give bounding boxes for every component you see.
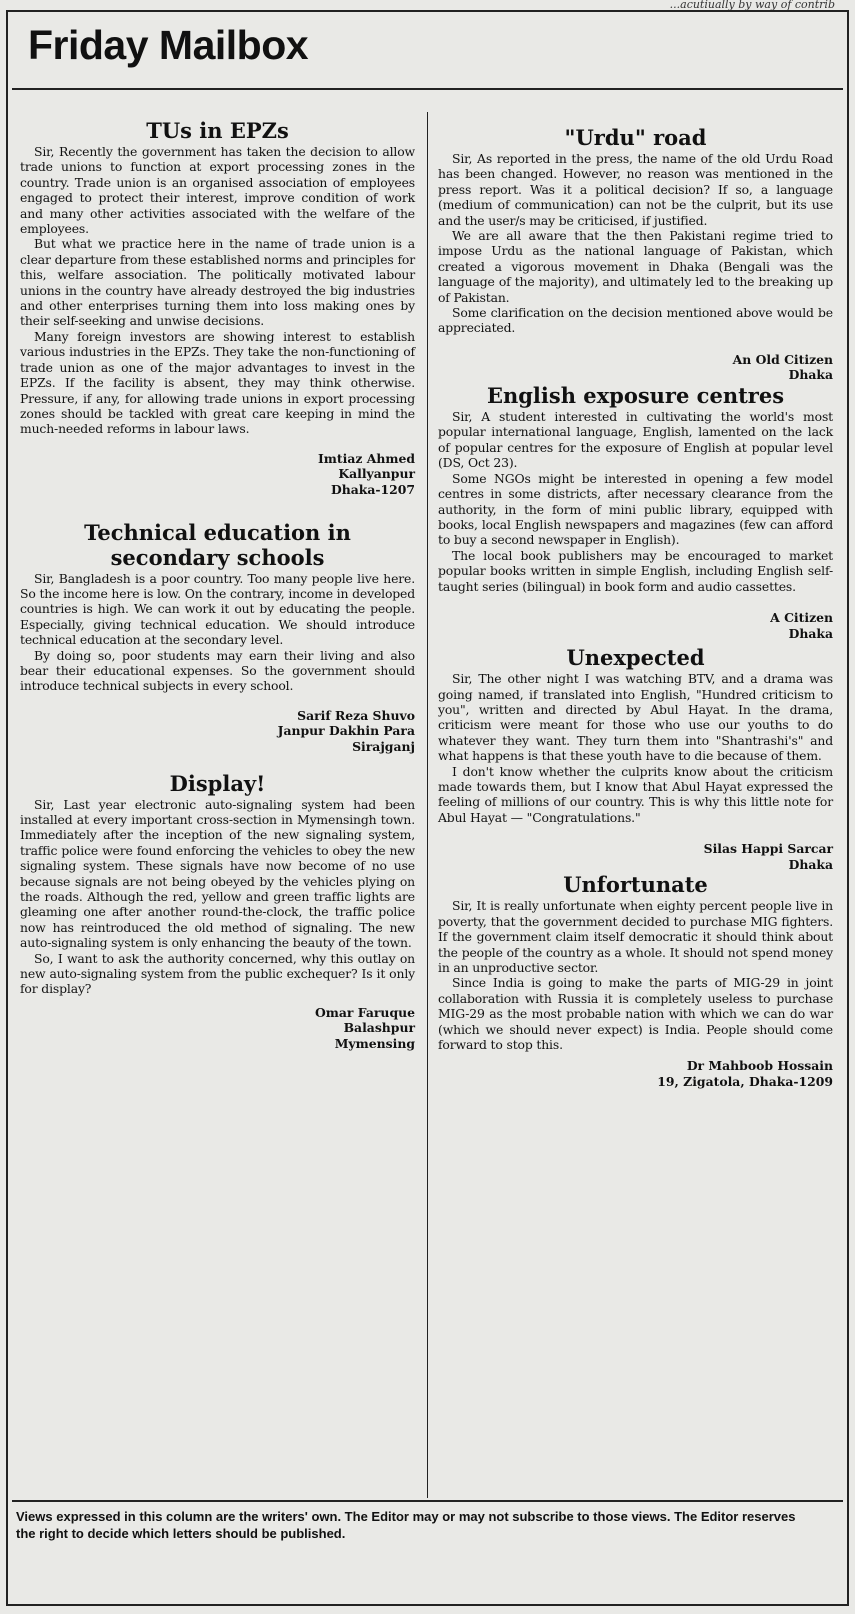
signature-line: Dhaka-1207 [330, 481, 415, 497]
letter-display [20, 771, 415, 1052]
letter-paragraph: Sir, A student interested in cultivating the world's most popular international language, English, lamented on the lack of popular centres for the exposure of English at popular level (DS, Oct 23). [438, 409, 833, 471]
letter-headline: Technical education in secondary schools [84, 519, 351, 570]
signature-name: Silas Happi Sarcar [703, 841, 833, 857]
letter-paragraph: Some clarification on the decision mentioned above would be appreciated. [438, 305, 833, 336]
letter-headline: TUs in EPZs [146, 118, 289, 143]
letter-unexpected [438, 645, 833, 872]
editor-disclaimer: Views expressed in this column are the writers' own. The Editor may or may not subscribe to those views. The Editor reserves the right to decide which letters should be published. [16, 1509, 796, 1541]
letter-paragraph: Sir, As reported in the press, the name of the old Urdu Road has been changed. However, no reason was mentioned in the press report. Was it a political decision? If so, a language (medium of communication) can not be the culprit, but its use and the user/s may be criticised, if justified. [438, 151, 833, 228]
letter-headline: English exposure centres [486, 383, 785, 409]
signature-name: Imtiaz Ahmed [318, 450, 415, 466]
letter-paragraph: Sir, Recently the government has taken the decision to allow trade unions to function at export processing zones in the country. Trade union is an organised association of employees engaged to protect their interest, improve condition of work and many other activities associated with the welfare of the employees. [20, 144, 415, 237]
letter-tus-in-epzs [20, 118, 415, 498]
letter-signature [438, 841, 833, 872]
letter-headline: Unfortunate [563, 872, 708, 898]
letter-paragraph: Sir, It is really unfortunate when eighty percent people live in poverty, that the government decided to purchase MIG fighters. If the government claim itself democratic it should think about the people of the country as a whole. It should not spend money in an unproductive sector. [438, 898, 833, 975]
letter-paragraph: Sir, Bangladesh is a poor country. Too many people live here. So the income here is low. On the contrary, income in developed countries is high. We can work it out by educating the people. Especially, giving technical education. We should introduce technical education at the secondary level. [20, 570, 415, 648]
letter-signature [438, 1058, 833, 1089]
letter-paragraph: Sir, Last year electronic auto-signaling system had been installed at every important cross-section in Mymensingh town. Immediately after the inception of the new signaling system, traffic police were found enforcing the vehicles to obey the new signaling system. These signals have now become of no use because signals are not being obeyed by the vehicles plying on the roads. Although the red, yellow and green traffic lights are gleaming one after another round-the-clock, the traffic police now has reintroduced the old method of signaling. The new auto-signaling system is only enhancing the beauty of the town. [20, 796, 415, 951]
letter-paragraph: The local book publishers may be encouraged to market popular books written in simple English, including English self-taught series (bilingual) in book form and audio cassettes. [438, 547, 833, 594]
letter-body [20, 144, 415, 437]
letter-english-exposure [438, 383, 833, 641]
signature-name: Sarif Reza Shuvo [297, 707, 415, 723]
signature-name: A Citizen [770, 609, 833, 625]
letter-urdu-road [438, 125, 833, 383]
signature-line: Kallyanpur [338, 466, 415, 482]
masthead-divider [12, 88, 843, 90]
letter-headline: Display! [169, 770, 266, 796]
letter-body [20, 571, 415, 694]
letter-signature [20, 708, 415, 755]
letter-paragraph: But what we practice here in the name of trade union is a clear departure from these established norms and principles for this, welfare association. The politically motivated labour unions in the country have already destroyed the big industries and other enterprises turning them into loss making ones by their self-seeking and unwise decisions. [20, 236, 415, 329]
signature-name: Omar Faruque [314, 1004, 415, 1020]
letter-body [438, 151, 833, 336]
letter-body [438, 409, 833, 594]
page-title: Friday Mailbox [28, 22, 309, 68]
column-divider [427, 112, 428, 1498]
left-column [20, 118, 415, 1052]
signature-line: Janpur Dakhin Para [277, 723, 415, 739]
signature-line: Balashpur [343, 1020, 415, 1036]
signature-line: Dhaka [788, 856, 833, 872]
letter-body [438, 898, 833, 1052]
letter-paragraph: Many foreign investors are showing interest to establish various industries in the EPZs. They take the non-functioning of trade union as one of the major advantages to invest in the EPZs. If the facility is absent, they may think otherwise. Pressure, if any, for allowing trade unions in export processing zones should be tackled with great care keeping in mind the much-needed reforms in labour laws. [20, 328, 415, 437]
signature-line: Mymensing [334, 1036, 415, 1051]
signature-line: Sirajganj [352, 738, 415, 754]
letter-paragraph: We are all aware that the then Pakistani regime tried to impose Urdu as the national language of Pakistan, which created a vigorous movement in Dhaka (Bengali was the language of the majority), and ultimately led to the breaking up of Pakistan. [438, 228, 833, 305]
letter-technical-education [20, 520, 415, 755]
letter-signature [20, 1005, 415, 1052]
letter-signature [438, 352, 833, 383]
letter-headline: Unexpected [566, 645, 705, 671]
letter-paragraph: By doing so, poor students may earn their living and also bear their educational expenses. So the government should introduce technical subjects in every school. [20, 647, 415, 694]
signature-line: 19, Zigatola, Dhaka-1209 [657, 1074, 833, 1090]
letter-unfortunate [438, 872, 833, 1089]
signature-line: Dhaka [788, 625, 833, 641]
right-column [438, 125, 833, 1090]
letter-headline: "Urdu" road [564, 125, 707, 150]
letter-signature [438, 610, 833, 641]
letter-body [438, 671, 833, 825]
letter-paragraph: Since India is going to make the parts of MIG-29 in joint collaboration with Russia it is completely useless to purchase MIG-29 as the most probable nation with which we can do war (which we should never expect) is India. People should come forward to stop this. [438, 975, 833, 1053]
footer-divider [12, 1500, 843, 1502]
letter-signature [20, 451, 415, 498]
letter-paragraph: Some NGOs might be interested in opening a few model centres in some districts, after necessary clearance from the authority, in the form of mini public library, equipped with books, local English newspapers and magazines (few can afford to buy a second newspaper in English). [438, 470, 833, 548]
signature-name: An Old Citizen [732, 351, 833, 367]
top-fragment-text: ...acutiually by way of contrib [669, 0, 835, 11]
letter-body [20, 797, 415, 997]
letter-paragraph: So, I want to ask the authority concerned, why this outlay on new auto-signaling system from the public exchequer? Is it only for display? [20, 950, 415, 997]
signature-name: Dr Mahboob Hossain [686, 1058, 833, 1074]
letter-paragraph: I don't know whether the culprits know about the criticism made towards them, but I know that Abul Hayat expressed the feeling of millions of our country. This is why this little note for Abul Hayat — "Congratulations." [438, 763, 833, 825]
letter-paragraph: Sir, The other night I was watching BTV, and a drama was going named, if translated into English, "Hundred criticism to you", written and directed by Abul Hayat. In the drama, criticism were meant for those who use our youths to do whatever they want. They turn them into "Shantrashi's" and what happens is that these youth have to die because of them. [438, 671, 833, 764]
signature-line: Dhaka [788, 367, 833, 383]
